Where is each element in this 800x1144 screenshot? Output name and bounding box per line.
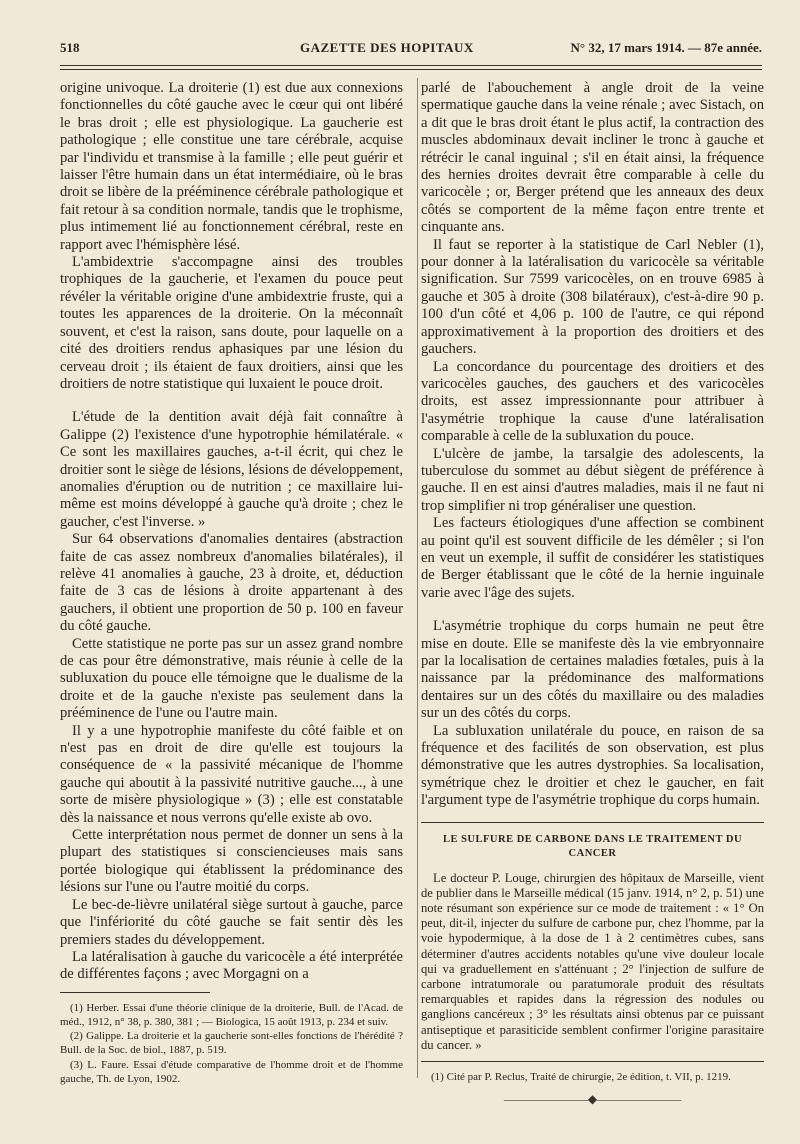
footnote: (2) Galippe. La droiterie et la gaucherie sont-elles fonctions de l'hérédité ? Bull. de la Soc. de biol., 1887, p. 519. <box>60 1030 403 1057</box>
paragraph: L'ambidextrie s'accompagne ainsi des troubles trophiques de la gaucherie, et l'examen du pouce peut révéler la véritable origine d'une ambidextrie fruste, qui a toutes les apparences de la droiterie. On la méconnaît souvent, et c'est la raison, sans doute, pour laquelle on a cité des droitiers rendus aphasiques par une lésion du cerveau droit ; ils étaient de faux droitiers, ainsi que les droitiers de notre statistique qui luxaient le pouce droit. <box>60 254 403 392</box>
paragraph: L'asymétrie trophique du corps humain ne peut être mise en doute. Elle se manifeste dès la vie embryonnaire par la localisation de certaines maladies fœtales, puis à la naissance par la prédominance des malformations dentaires sur un des côtés du maxillaire ou des maladies sur un des côtés du corps. <box>421 618 764 722</box>
paragraph: Le docteur P. Louge, chirurgien des hôpitaux de Marseille, vient de publier dans le Marseille médical (15 janv. 1914, n° 2, p. 51) une note résumant son expérience sur ce mode de traitement : « 1° On peut, dit-il, injecter du sulfure de carbone pur, chez l'homme, par la voie hypodermique, à la dose de 1 à 2 centimètres cubes, sans déterminer d'autres accidents notables qu'une vive douleur locale qui va graduellement en s'atténuant ; 2° l'injection de sulfure de carbone intratumorale ou paratumorale produit des résultats remarquables et rapides dans la régression des nodules ou ganglions cancéreux ; 3° les résultats ainsi obtenus par ce puissant antiseptique et parasiticide semblent confirmer l'origine parasitaire du cancer. » <box>421 870 764 1052</box>
paragraph: parlé de l'abouchement à angle droit de la veine spermatique gauche dans la veine rénale ; avec Sistach, on a dit que le bras droit étant le plus actif, la contraction des muscles abdominaux devait incliner le tronc à gauche et rétrécir le canal inguinal ; s'il en était ainsi, la fréquence des hernies droites devrait être comparable à celle du varicocèle ; or, Berger prétend que les anneaux des deux côtés se comportent de la même façon entre trente et cinquante ans. <box>421 80 764 236</box>
paragraph: Sur 64 observations d'anomalies dentaires (abstraction faite de cas assez nombreux d'anomalies bilatérales), il relève 41 anomalies à gauche, 23 à droite, et, déduction faite de 3 cas de lésions à droite appartenant à des gauchers, il obtient une proportion de 50 p. 100 en faveur du côté gauche. <box>60 531 403 635</box>
paragraph: origine univoque. La droiterie (1) est due aux connexions fonctionnelles du côté gauche avec le cœur qui ont libéré le bras droit ; elle est physiologique. La gaucherie est pathologique ; elle constitue une tare cérébrale, acquise par l'individu et transmise à la famille ; elle peut guérir et laisser l'être humain dans un état intermédiaire, où le bras droit se libère de la prééminence cérébrale pathologique et fait retour à sa condition normale, tandis que le trophisme, plus intimement lié au fonctionnement cérébral, reste en rapport avec l'hémisphère lésé. <box>60 80 403 253</box>
page-header <box>60 40 762 62</box>
paragraph: Cette statistique ne porte pas sur un assez grand nombre de cas pour être démonstrative, mais réunie à celle de la subluxation du pouce elle témoigne que le dualisme de la droite et de la gauche n'existe pas seulement dans la prééminence de l'une ou l'autre main. <box>60 635 403 722</box>
paragraph: La concordance du pourcentage des droitiers et des varicocèles gauches, des gauchers et des varicocèles droits, est assez impressionnante pour attribuer à l'asymétrie trophique la cause d'une latéralisation comparable à celle de la subluxation du pouce. <box>421 358 764 445</box>
section-title: LE SULFURE DE CARBONE DANS LE TRAITEMENT DU CANCER <box>442 833 743 859</box>
footnote: (1) Herber. Essai d'une théorie clinique de la droiterie, Bull. de l'Acad. de méd., 1912, n° 38, p. 380, 381 ; — Biologica, 15 août 1913, p. 234 et suiv. <box>60 1001 403 1028</box>
left-column <box>60 80 403 1086</box>
page-number: 518 <box>60 40 80 55</box>
issue-info: N° 32, 17 mars 1914. — 87e année. <box>570 40 762 55</box>
journal-title: GAZETTE DES HOPITAUX <box>300 40 474 55</box>
header-rule-double <box>60 69 762 70</box>
footnote-rule <box>421 1061 764 1062</box>
header-rule <box>60 65 762 66</box>
paragraph: Les facteurs étiologiques d'une affection se combinent au point qu'il est souvent difficile de les démêler ; si l'on en veut un exemple, il suffit de considérer les statistiques de Berger établissant que le côté de la hernie inguinale varie avec l'âge des sujets. <box>421 515 764 601</box>
footnote-rule <box>60 992 210 993</box>
paragraph: Le bec-de-lièvre unilatéral siège surtout à gauche, parce que l'infériorité du côté gauche se fait sentir dès les premiers stades du développement. <box>60 896 403 948</box>
section-rule <box>421 822 764 823</box>
paragraph: Il faut se reporter à la statistique de Carl Nebler (1), pour donner à la latéralisation du varicocèle sa véritable signification. Sur 7599 varicocèles, on en trouve 6985 à gauche et 305 à droite (308 bilatéraux), c'est-à-dire 90 p. 100 d'un côté et 4,06 p. 100 de l'autre, ce qui répond approximativement à la proportion des droitiers et des gauchers. <box>421 236 764 358</box>
paragraph: L'étude de la dentition avait déjà fait connaître à Galippe (2) l'existence d'une hypotrophie hémilatérale. « Ce sont les maxillaires gauches, a-t-il écrit, qui chez le droitier sont le siège de lésions, lésions de développement, anomalies d'éruption ou de nutrition ; ce maxillaire lui-même est moins développé à gauche qu'à droite ; chez le gaucher, c'est l'inverse. » <box>60 409 403 530</box>
paragraph: La subluxation unilatérale du pouce, en raison de sa fréquence et des facilités de son observation, est plus démonstrative que les autres dystrophies. Sa localisation, symétrique chez le droitier et chez le gaucher, en fait l'argument type de l'asymétrie trophique du corps humain. <box>421 722 764 809</box>
paragraph: L'ulcère de jambe, la tarsalgie des adolescents, la tuberculose du sommet au début siègent de préférence à gauche. Il en est ainsi d'autres maladies, mais il ne faut ni trop simplifier ni trop généraliser une question. <box>421 445 764 514</box>
footnote: (3) L. Faure. Essai d'étude comparative de l'homme droit et de l'homme gauche, Th. de Lyon, 1902. <box>60 1058 403 1085</box>
paragraph: Il y a une hypotrophie manifeste du côté faible et on n'est pas en droit de dire qu'elle est toujours la conséquence de « la passivité mécanique de l'homme gauche qui aboutit à la passivité nutritive gauche..., à une sorte de misère physiologique » (3) ; elle est constatable dès la naissance et nous verrons qu'elle existe ab ovo. <box>60 722 403 826</box>
paragraph: Cette interprétation nous permet de donner un sens à la plupart des statistiques si consciencieuses mais sans portée biologique qui établissent la prédominance des lésions sur l'une ou l'autre moitié du corps. <box>60 827 403 896</box>
paragraph: La latéralisation à gauche du varicocèle a été interprétée de différentes façons ; avec Morgagni on a <box>60 948 403 983</box>
right-column <box>421 80 764 1107</box>
column-divider <box>417 78 418 1078</box>
ornament-divider: ———————◆——————— <box>503 1092 682 1107</box>
footnote: (1) Cité par P. Reclus, Traité de chirurgie, 2e édition, t. VII, p. 1219. <box>431 1071 731 1084</box>
